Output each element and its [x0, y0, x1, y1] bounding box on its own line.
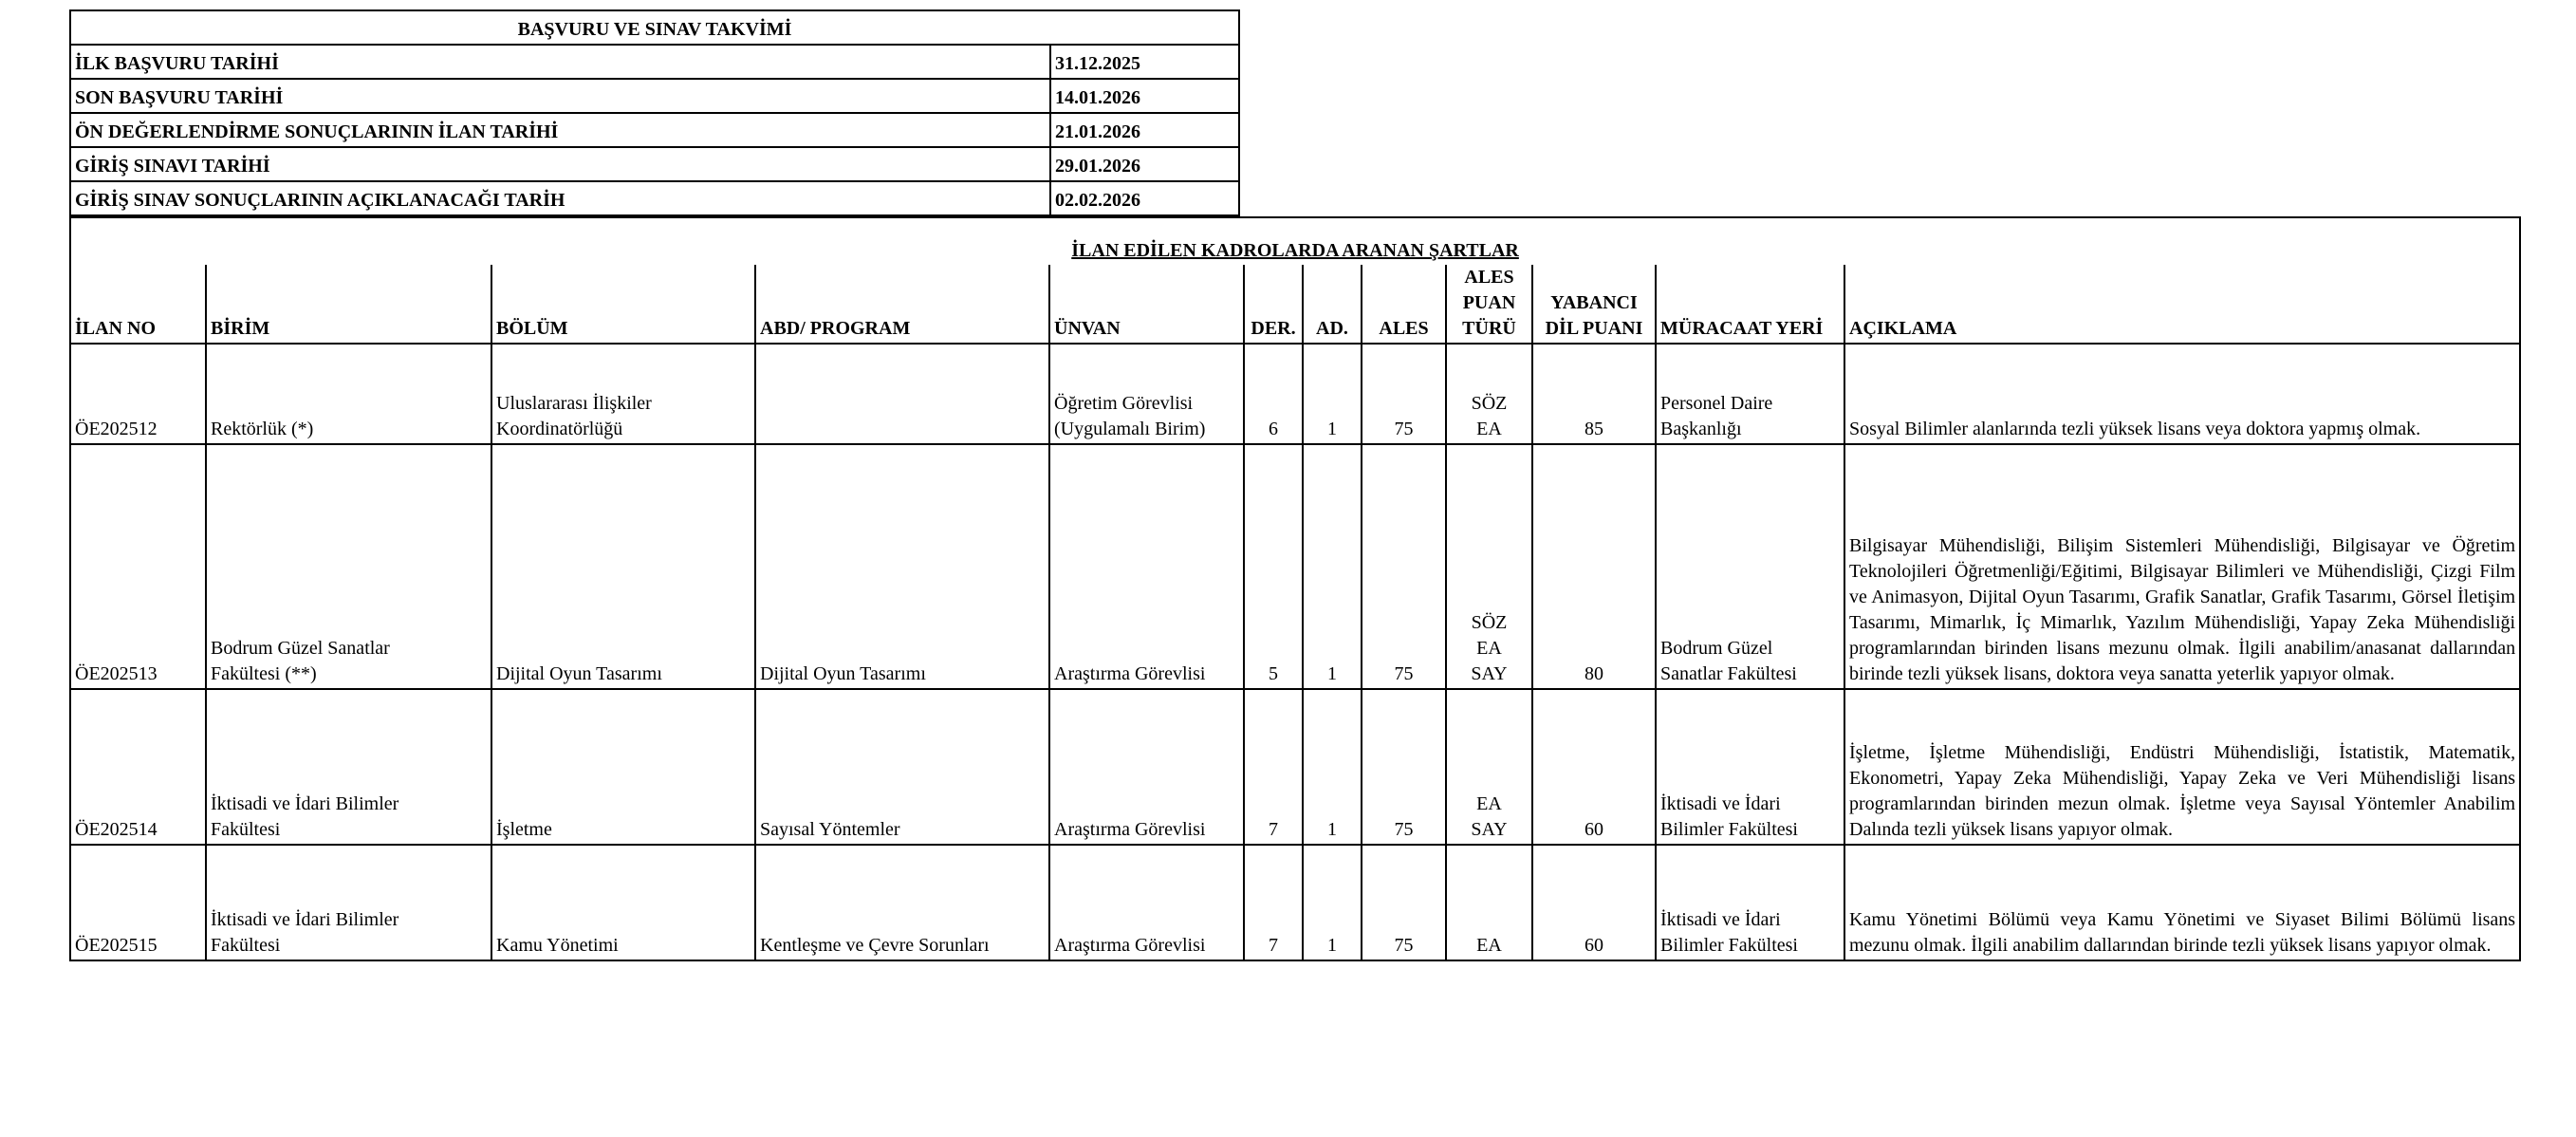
cell-program: Kentleşme ve Çevre Sorunları: [755, 845, 1049, 960]
calendar-row: [70, 113, 1239, 147]
table-row: [70, 344, 2520, 444]
cell-ales-puan-turu: EA: [1446, 845, 1532, 960]
calendar-date: 29.01.2026: [1050, 147, 1239, 181]
cell-bolum: Dijital Oyun Tasarımı: [491, 444, 755, 689]
cell-muracaat-yeri: İktisadi ve İdari Bilimler Fakültesi: [1656, 689, 1844, 845]
cell-muracaat-yeri: İktisadi ve İdari Bilimler Fakültesi: [1656, 845, 1844, 960]
cell-birim: İktisadi ve İdari Bilimler Fakültesi: [206, 689, 491, 845]
calendar-title: BAŞVURU VE SINAV TAKVİMİ: [70, 10, 1239, 45]
calendar-title-row: [70, 10, 1239, 45]
cell-ad: 1: [1303, 344, 1362, 444]
cell-ad: 1: [1303, 444, 1362, 689]
calendar-row: [70, 79, 1239, 113]
cell-ilan-no: ÖE202515: [70, 845, 206, 960]
header-yabanci-dil-puani: YABANCI DİL PUANI: [1532, 265, 1656, 344]
cell-birim: Rektörlük (*): [206, 344, 491, 444]
positions-title-row: [70, 217, 2520, 265]
table-row: [70, 444, 2520, 689]
table-row: [70, 845, 2520, 960]
cell-unvan: Araştırma Görevlisi: [1049, 444, 1244, 689]
positions-requirements-table: [69, 216, 2521, 961]
calendar-label: GİRİŞ SINAVI TARİHİ: [70, 147, 1050, 181]
cell-ilan-no: ÖE202514: [70, 689, 206, 845]
cell-yabanci-dil-puani: 60: [1532, 845, 1656, 960]
cell-program: Dijital Oyun Tasarımı: [755, 444, 1049, 689]
cell-ilan-no: ÖE202512: [70, 344, 206, 444]
cell-ad: 1: [1303, 689, 1362, 845]
calendar-date: 21.01.2026: [1050, 113, 1239, 147]
calendar-label: İLK BAŞVURU TARİHİ: [70, 45, 1050, 79]
cell-ales-puan-turu: SÖZ EA: [1446, 344, 1532, 444]
cell-bolum: İşletme: [491, 689, 755, 845]
cell-ales-puan-turu: EA SAY: [1446, 689, 1532, 845]
cell-aciklama: Sosyal Bilimler alanlarında tezli yüksek lisans veya doktora yapmış olmak.: [1844, 344, 2520, 444]
cell-ales: 75: [1362, 845, 1446, 960]
cell-yabanci-dil-puani: 60: [1532, 689, 1656, 845]
cell-der: 7: [1244, 845, 1303, 960]
cell-birim: Bodrum Güzel Sanatlar Fakültesi (**): [206, 444, 491, 689]
calendar-label: SON BAŞVURU TARİHİ: [70, 79, 1050, 113]
header-unvan: ÜNVAN: [1049, 265, 1244, 344]
positions-title: İLAN EDİLEN KADROLARDA ARANAN ŞARTLAR: [70, 217, 2520, 265]
cell-birim: İktisadi ve İdari Bilimler Fakültesi: [206, 845, 491, 960]
header-ad: AD.: [1303, 265, 1362, 344]
cell-ales: 75: [1362, 689, 1446, 845]
cell-aciklama: Bilgisayar Mühendisliği, Bilişim Sistemleri Mühendisliği, Bilgisayar ve Öğretim Teknolojileri Öğretmenliği/Eğitimi, Bilgisayar Bilimleri ve Mühendisliği, Çizgi Film ve Animasyon, Dijital Oyun Tasarımı, Grafik Sanatlar, Grafik Tasarımı, Görsel İletişim Tasarımı, Mimarlık, İç Mimarlık, Yazılım Mühendisliği, Yapay Zeka Mühendisliği programlarından birinden lisans mezunu olmak. İlgili anabilim/anasanat dallarından birinde tezli yüksek lisans, doktora veya sanatta yeterlik yapıyor olmak.: [1844, 444, 2520, 689]
calendar-row: [70, 181, 1239, 215]
cell-bolum: Kamu Yönetimi: [491, 845, 755, 960]
header-row: [70, 265, 2520, 344]
header-program: ABD/ PROGRAM: [755, 265, 1049, 344]
cell-ales: 75: [1362, 344, 1446, 444]
header-birim: BİRİM: [206, 265, 491, 344]
calendar-date: 02.02.2026: [1050, 181, 1239, 215]
calendar-date: 31.12.2025: [1050, 45, 1239, 79]
calendar-row: [70, 147, 1239, 181]
application-calendar-table: [69, 9, 1240, 216]
calendar-row: [70, 45, 1239, 79]
header-bolum: BÖLÜM: [491, 265, 755, 344]
cell-der: 6: [1244, 344, 1303, 444]
cell-aciklama: İşletme, İşletme Mühendisliği, Endüstri Mühendisliği, İstatistik, Matematik, Ekonometri, Yapay Zeka Mühendisliği, Yapay Zeka ve Veri Mühendisliği lisans programlarından birinden mezun olmak. İşletme veya Sayısal Yöntemler Anabilim Dalında tezli yüksek lisans yapıyor olmak.: [1844, 689, 2520, 845]
cell-unvan: Araştırma Görevlisi: [1049, 689, 1244, 845]
cell-der: 5: [1244, 444, 1303, 689]
cell-muracaat-yeri: Personel Daire Başkanlığı: [1656, 344, 1844, 444]
cell-ilan-no: ÖE202513: [70, 444, 206, 689]
table-row: [70, 689, 2520, 845]
cell-der: 7: [1244, 689, 1303, 845]
cell-unvan: Öğretim Görevlisi (Uygulamalı Birim): [1049, 344, 1244, 444]
cell-aciklama: Kamu Yönetimi Bölümü veya Kamu Yönetimi ve Siyaset Bilimi Bölümü lisans mezunu olmak. İlgili anabilim dallarından birinde tezli yüksek lisans yapıyor olmak.: [1844, 845, 2520, 960]
cell-muracaat-yeri: Bodrum Güzel Sanatlar Fakültesi: [1656, 444, 1844, 689]
cell-unvan: Araştırma Görevlisi: [1049, 845, 1244, 960]
cell-ad: 1: [1303, 845, 1362, 960]
cell-ales-puan-turu: SÖZ EA SAY: [1446, 444, 1532, 689]
header-muracaat-yeri: MÜRACAAT YERİ: [1656, 265, 1844, 344]
cell-program: [755, 344, 1049, 444]
calendar-date: 14.01.2026: [1050, 79, 1239, 113]
header-ilan-no: İLAN NO: [70, 265, 206, 344]
header-der: DER.: [1244, 265, 1303, 344]
header-ales-puan-turu: ALES PUAN TÜRÜ: [1446, 265, 1532, 344]
calendar-label: GİRİŞ SINAV SONUÇLARININ AÇIKLANACAĞI TARİH: [70, 181, 1050, 215]
cell-bolum: Uluslararası İlişkiler Koordinatörlüğü: [491, 344, 755, 444]
cell-ales: 75: [1362, 444, 1446, 689]
header-ales: ALES: [1362, 265, 1446, 344]
cell-program: Sayısal Yöntemler: [755, 689, 1049, 845]
header-aciklama: AÇIKLAMA: [1844, 265, 2520, 344]
cell-yabanci-dil-puani: 85: [1532, 344, 1656, 444]
calendar-label: ÖN DEĞERLENDİRME SONUÇLARININ İLAN TARİHİ: [70, 113, 1050, 147]
cell-yabanci-dil-puani: 80: [1532, 444, 1656, 689]
